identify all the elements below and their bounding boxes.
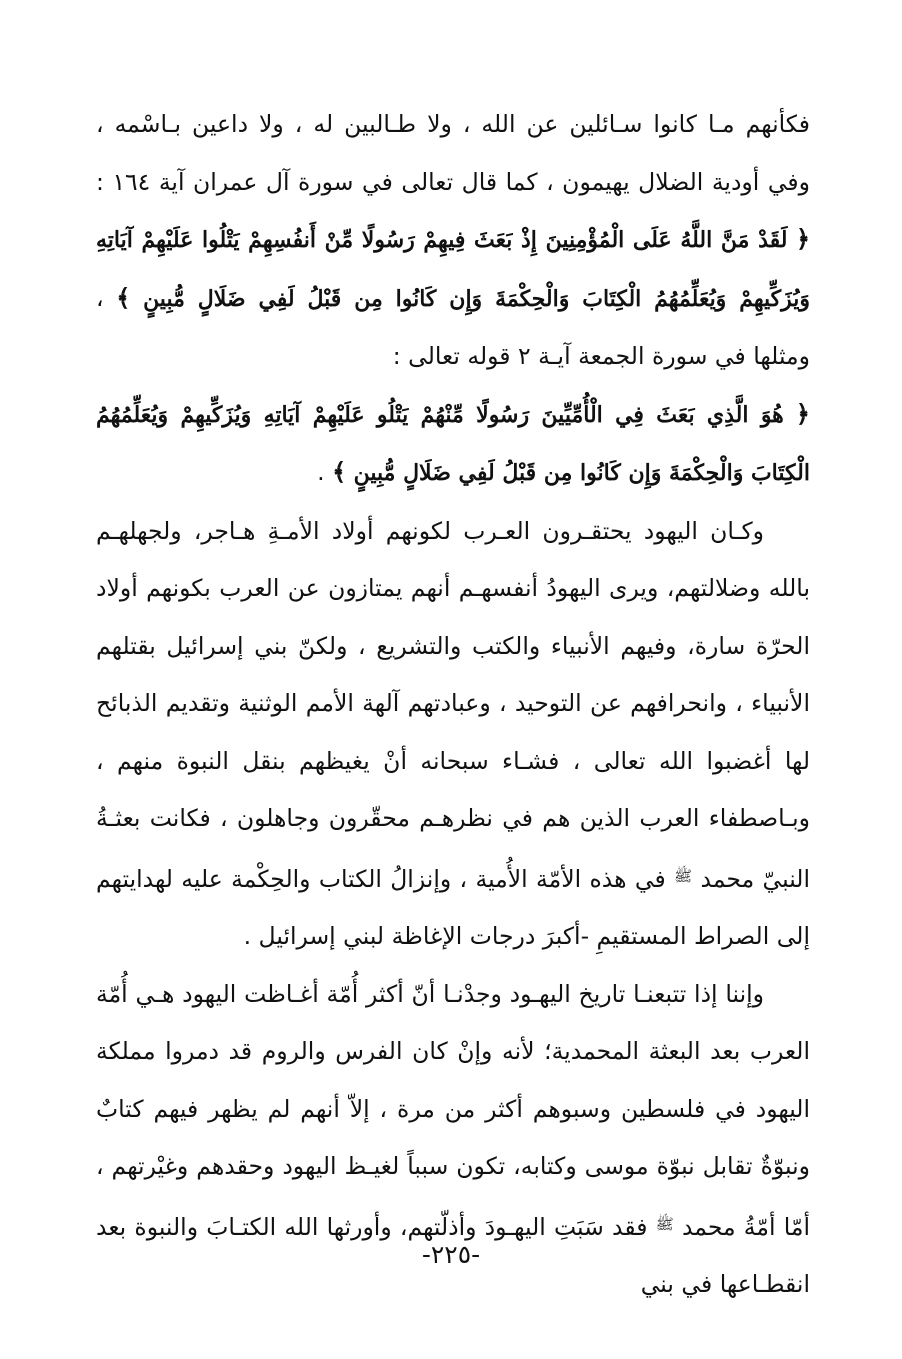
paragraph-2-text-b: في هذه الأمّة الأُمية ، وإنزالُ الكتاب والحِكْمة عليه لهدايتهم إلى الصراط المستقيمِ -أكبرَ درجات الإغاظة لبني إسرائيل . (96, 864, 810, 950)
paragraph-3-text-b: فقد سَبَتِ اليهـودَ وأذلّتهم، وأورثها الله الكتـابَ والنبوة بعد انقطـاعها في بني (96, 1212, 810, 1298)
quran-verse-al-jumua: هُوَ الَّذِي بَعَثَ فِي الْأُمِّيِّينَ رَسُولًا مِّنْهُمْ يَتْلُو عَلَيْهِمْ آيَاتِهِ وَيُزَكِّيهِمْ وَيُعَلِّمُهُمُ الْكِتَابَ وَالْحِكْمَةَ وَإِن كَانُوا مِن قَبْلُ لَفِي ضَلَالٍ مُّبِينٍ (96, 401, 810, 486)
paragraph-2 (96, 503, 810, 966)
verse-open-bracket: ﴿ (795, 225, 810, 253)
paragraph-2-text-a: وكـان اليهود يحتقـرون العـرب لكونهم أولاد الأمـةِ هـاجر، ولجهلهـم بالله وضلالتهم، ويرى اليهودُ أنفسهـم أنهم يمتازون عن العرب بكونهم أولاد الحرّة سارة، وفيهم الأنبياء والكتب والتشريع ، ولكنّ بني إسرائيل بقتلهم الأنبياء ، وانحرافهم عن التوحيد ، وعبادتهم آلهة الأمم الوثنية وتقديم الذبائح لها أغضبوا الله تعالى ، فشـاء سبحانه أنْ يغيظهم بنقل النبوة منهم ، وبـاصطفاء العرب الذين هم في نظرهـم محقّرون وجاهلون ، فكانت بعثـةُ النبيّ محمد (96, 516, 810, 893)
verse-close-bracket: ﴾ (116, 283, 131, 312)
quran-verse-al-imran: لَقَدْ مَنَّ اللَّهُ عَلَى الْمُؤْمِنِينَ إِذْ بَعَثَ فِيهِمْ رَسُولًا مِّنْ أَنفُسِهِمْ يَتْلُوا عَلَيْهِمْ آيَاتِهِ وَيُزَكِّيهِمْ وَيُعَلِّمُهُمُ الْكِتَابَ وَالْحِكْمَةَ وَإِن كَانُوا مِن قَبْلُ لَفِي ضَلَالٍ مُّبِينٍ (96, 227, 810, 312)
body-text (96, 96, 810, 1314)
page-number: -٢٢٥- (421, 1240, 481, 1269)
salawat-symbol: ﷺ (655, 1214, 674, 1233)
verse-close-bracket: ﴾ (332, 458, 347, 486)
paragraph-3-text-a: وإننا إذا تتبعنـا تاريخ اليهـود وجدْنـا أنّ أكثر أُمّة أغـاظت اليهود هـي أُمّة العرب بعد البعثة المحمدية؛ لأنه وإنْ كان الفرس والروم قد دمروا مملكة اليهود في فلسطين وسبوهم أكثر من مرة ، إلاّ أنهم لم يظهر فيهم كتابٌ ونبوّةٌ تقابل نبوّة موسى وكتابه، تكون سبباً لغيـظ اليهود وحقدهم وغيْرتهم ، أمّا أمّةُ محمد (96, 979, 810, 1241)
paragraph-1-end: . (317, 458, 325, 486)
paragraph-1 (96, 96, 810, 503)
salawat-symbol: ﷺ (674, 866, 693, 885)
verse-open-bracket: ﴿ (795, 399, 810, 428)
paragraph-1-intro: فكأنهم مـا كانوا سـائلين عن الله ، ولا طـالبين له ، ولا داعين بـاسْمه ، وفي أودية الضلال يهيمون ، كما قال تعالى في سورة آل عمران آية ١٦٤ : (96, 110, 810, 196)
paragraph-1-middle: ، ومثلها في سورة الجمعة آيـة ٢ قوله تعالى : (96, 283, 810, 370)
